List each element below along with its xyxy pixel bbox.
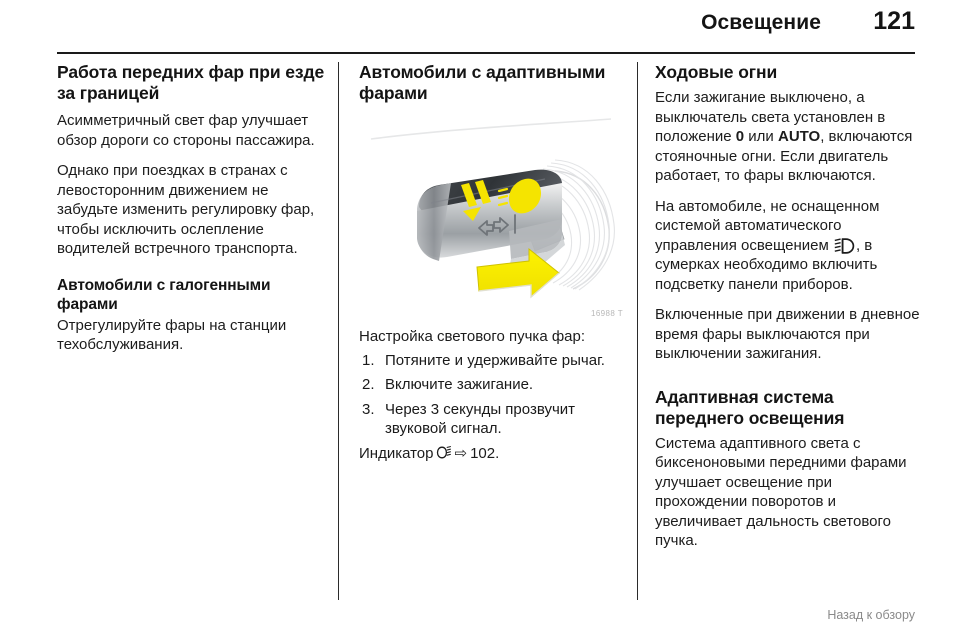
- paragraph-parking-lights: [655, 88, 923, 186]
- column-one: [57, 62, 330, 607]
- column-divider-1: [338, 62, 339, 600]
- beam-setup-steps-list: [359, 351, 627, 439]
- subsection-heading-halogen: Автомобили с галогенными фарами: [57, 276, 271, 313]
- paragraph-daytime-lights-off: Включенные при движении в дневное время фары выключаются при выключении зажигания.: [655, 306, 920, 362]
- headlight-indicator-icon: [435, 446, 452, 461]
- paragraph-indicator-reference: [359, 444, 627, 464]
- page-header: [57, 8, 915, 52]
- header-divider-rule: [57, 52, 915, 54]
- list-item: Потяните и удерживайте рычаг.: [385, 351, 605, 369]
- section-heading-foreign-driving: Работа передних фар при езде за границей: [57, 62, 325, 103]
- headlight-stalk-lever-illustration: [359, 111, 627, 321]
- section-heading-adaptive-forward-lighting: Адаптивная система переднего освещения: [655, 386, 845, 428]
- paragraph-text-part: , включаются стояночные огни. Если двигатель работает, то фары включаются.: [655, 128, 913, 184]
- paragraph-text-part: На автомобиле, не оснащенном системой автоматического управления освещением: [655, 197, 880, 254]
- list-item: Включите зажигание.: [385, 376, 534, 393]
- section-heading-adaptive-headlights: Автомобили с адаптивными фарами: [359, 62, 606, 103]
- column-three: [655, 62, 923, 607]
- page-number: 121: [873, 7, 915, 35]
- paragraph-text-part: или: [744, 128, 778, 145]
- figure-caption: 16988 T: [590, 309, 623, 318]
- list-item: Через 3 секунды прозвучит звуковой сигнал.: [385, 400, 576, 437]
- paragraph-beam-setup-intro: Настройка светового пучка фар:: [359, 328, 586, 345]
- back-to-overview-link[interactable]: Назад к обзору: [827, 608, 915, 622]
- column-two: [359, 62, 627, 607]
- paragraph-adaptive-bixenon: Система адаптивного света с биксеноновыми передними фарами улучшает освещение при прохождении поворотов и увеличивает дальность светового пучка.: [655, 434, 907, 549]
- page-title: Освещение: [701, 11, 821, 34]
- switch-position-auto: AUTO: [777, 128, 821, 145]
- section-heading-daytime-running-lights: Ходовые огни: [655, 62, 778, 82]
- content-columns: [0, 62, 954, 607]
- paragraph-no-auto-light-control: [655, 197, 923, 295]
- paragraph-text-part: , в сумерках необходимо включить подсветку панели приборов.: [655, 236, 878, 293]
- switch-position-zero: 0: [735, 128, 745, 145]
- paragraph-left-hand-traffic: Однако при поездках в странах с левосторонним движением не забудьте изменить регулировку фар, чтобы исключить ослепление водителей встречного транспорта.: [57, 162, 315, 257]
- paragraph-asymmetric-light: Асимметричный свет фар улучшает обзор дороги со стороны пассажира.: [57, 112, 315, 149]
- paragraph-halogen-adjust: Отрегулируйте фары на станции техобслуживания.: [57, 316, 287, 353]
- indicator-label: Индикатор: [359, 444, 434, 462]
- low-beam-headlight-icon: [834, 238, 855, 254]
- column-divider-2: [637, 62, 638, 600]
- cross-reference-page: 102.: [470, 444, 500, 462]
- cross-reference-arrow: ⇨: [454, 444, 468, 462]
- paragraph-text-part: Если зажигание выключено, а выключатель света установлен в положение: [655, 89, 886, 145]
